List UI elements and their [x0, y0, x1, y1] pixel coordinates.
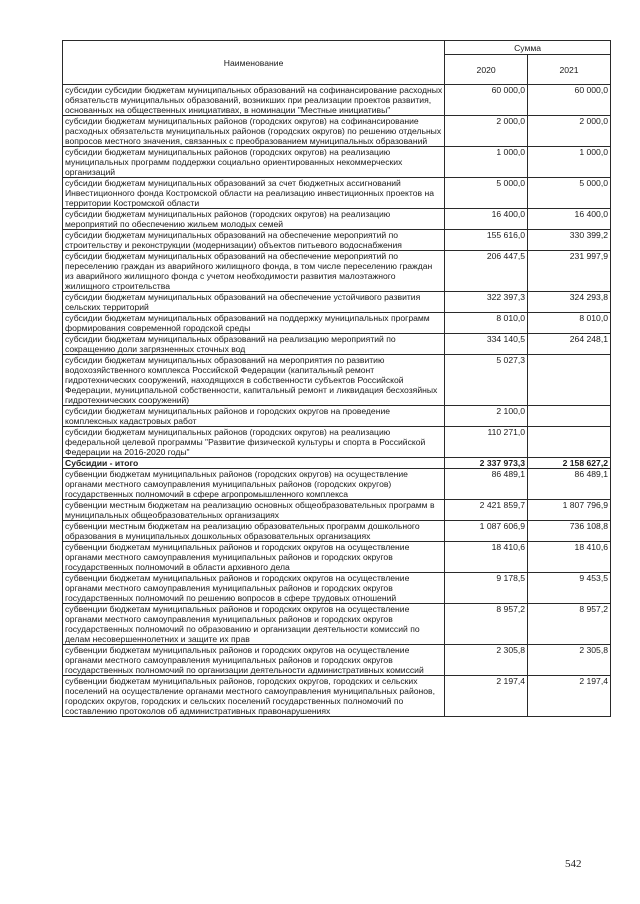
row-value-2021: 8 957,2 — [528, 604, 611, 645]
row-value-2020: 2 337 973,3 — [445, 458, 528, 469]
row-value-2020: 110 271,0 — [445, 427, 528, 458]
header-sum: Сумма — [445, 41, 611, 55]
row-name: субвенции местным бюджетам на реализацию образовательных программ дошкольного образования в муниципальных дошкольных образовательных организациях — [63, 521, 445, 542]
row-value-2020: 2 421 859,7 — [445, 500, 528, 521]
row-name: субвенции бюджетам муниципальных районов и городских округов на осуществление органами местного самоуправления муниципальных районов и городских округов государственных полномочий в области архивного дела — [63, 542, 445, 573]
row-value-2021: 2 000,0 — [528, 116, 611, 147]
row-name: субвенции бюджетам муниципальных районов, городских округов, городских и сельских поселений на осуществление органами местного самоуправления муниципальных районов, городских округов, городских и сельских поселений государственных полномочий по составлению протоколов об административных правонарушениях — [63, 676, 445, 717]
row-value-2021: 5 000,0 — [528, 178, 611, 209]
row-name: субсидии бюджетам муниципальных районов (городских округов) на реализацию мероприятий по обеспечению жильем молодых семей — [63, 209, 445, 230]
row-value-2020: 1 087 606,9 — [445, 521, 528, 542]
table-row — [63, 292, 611, 313]
table-row — [63, 676, 611, 717]
table-row — [63, 573, 611, 604]
row-value-2021 — [528, 355, 611, 406]
row-name: субсидии бюджетам муниципальных районов (городских округов) на реализацию федеральной целевой программы "Развитие физической культуры и спорта в Российской Федерации на 2016-2020 годы" — [63, 427, 445, 458]
row-value-2020: 9 178,5 — [445, 573, 528, 604]
row-value-2020: 155 616,0 — [445, 230, 528, 251]
row-value-2020: 86 489,1 — [445, 469, 528, 500]
table-row — [63, 313, 611, 334]
row-name: субвенции бюджетам муниципальных районов и городских округов на осуществление органами местного самоуправления муниципальных районов и городских округов государственных полномочий по образованию и организации деятельности комиссий по делам несовершеннолетних и защите их прав — [63, 604, 445, 645]
row-name: субсидии бюджетам муниципальных образований на обеспечение устойчивого развития сельских территорий — [63, 292, 445, 313]
row-value-2021: 86 489,1 — [528, 469, 611, 500]
table-row — [63, 147, 611, 178]
row-value-2021 — [528, 406, 611, 427]
row-name: субсидии бюджетам муниципальных образований на поддержку муниципальных программ формирования современной городской среды — [63, 313, 445, 334]
row-value-2020: 2 305,8 — [445, 645, 528, 676]
row-name: субсидии бюджетам муниципальных районов (городских округов) на реализацию муниципальных программ поддержки социально ориентированных некоммерческих организаций — [63, 147, 445, 178]
row-name: субвенции местным бюджетам на реализацию основных общеобразовательных программ в муниципальных общеобразовательных организациях — [63, 500, 445, 521]
header-name: Наименование — [63, 41, 445, 85]
table-row — [63, 521, 611, 542]
row-value-2020: 5 027,3 — [445, 355, 528, 406]
table-row — [63, 645, 611, 676]
row-value-2021: 9 453,5 — [528, 573, 611, 604]
row-value-2021: 264 248,1 — [528, 334, 611, 355]
row-value-2020: 2 100,0 — [445, 406, 528, 427]
row-value-2021: 8 010,0 — [528, 313, 611, 334]
row-value-2020: 8 957,2 — [445, 604, 528, 645]
row-name: субсидии бюджетам муниципальных районов и городских округов на проведение комплексных кадастровых работ — [63, 406, 445, 427]
row-name: субсидии бюджетам муниципальных образований на реализацию мероприятий по сокращению доли загрязненных сточных вод — [63, 334, 445, 355]
row-value-2021: 1 807 796,9 — [528, 500, 611, 521]
row-value-2020: 334 140,5 — [445, 334, 528, 355]
table-row — [63, 469, 611, 500]
table-row — [63, 406, 611, 427]
row-value-2021: 60 000,0 — [528, 85, 611, 116]
table-row — [63, 230, 611, 251]
row-name: субсидии бюджетам муниципальных районов (городских округов) на софинансирование расходных обязательств муниципальных районов (городских округов) по решению отдельных вопросов местного значения, связанных с преобразованием муниципальных образований — [63, 116, 445, 147]
page-number: 542 — [565, 858, 582, 870]
table-row — [63, 427, 611, 458]
row-value-2020: 16 400,0 — [445, 209, 528, 230]
budget-table — [62, 40, 611, 717]
row-value-2021: 2 158 627,2 — [528, 458, 611, 469]
row-name: субвенции бюджетам муниципальных районов (городских округов) на осуществление органами местного самоуправления муниципальных районов (городских округов) государственных полномочий в сфере агропромышленного комплекса — [63, 469, 445, 500]
row-value-2020: 206 447,5 — [445, 251, 528, 292]
row-value-2020: 8 010,0 — [445, 313, 528, 334]
table-row — [63, 458, 611, 469]
row-value-2021: 330 399,2 — [528, 230, 611, 251]
row-name: Субсидии - итого — [63, 458, 445, 469]
table-row — [63, 85, 611, 116]
row-name: субсидии бюджетам муниципальных образований на обеспечение мероприятий по строительству и реконструкции (модернизации) объектов питьевого водоснабжения — [63, 230, 445, 251]
header-year-2021: 2021 — [528, 55, 611, 85]
table-row — [63, 209, 611, 230]
row-value-2021: 231 997,9 — [528, 251, 611, 292]
row-name: субсидии бюджетам муниципальных образований на обеспечение мероприятий по переселению граждан из аварийного жилищного фонда, в том числе переселению граждан из аварийного жилищного фонда с учетом необходимости развития малоэтажного жилищного строительства — [63, 251, 445, 292]
row-value-2020: 2 000,0 — [445, 116, 528, 147]
row-value-2021: 18 410,6 — [528, 542, 611, 573]
row-value-2020: 1 000,0 — [445, 147, 528, 178]
table-row — [63, 355, 611, 406]
row-name: субсидии бюджетам муниципальных образований за счет бюджетных ассигнований Инвестиционного фонда Костромской области на реализацию инвестиционных проектов на территории Костромской области — [63, 178, 445, 209]
row-value-2021: 324 293,8 — [528, 292, 611, 313]
table-row — [63, 542, 611, 573]
row-value-2021: 16 400,0 — [528, 209, 611, 230]
table-row — [63, 500, 611, 521]
row-name: субсидии субсидии бюджетам муниципальных образований на софинансирование расходных обязательств муниципальных образований, возникших при реализации проектов развития, основанных на общественных инициативах, в номинации "Местные инициативы" — [63, 85, 445, 116]
table-row — [63, 178, 611, 209]
header-year-2020: 2020 — [445, 55, 528, 85]
row-value-2020: 322 397,3 — [445, 292, 528, 313]
row-value-2021: 736 108,8 — [528, 521, 611, 542]
row-value-2021: 1 000,0 — [528, 147, 611, 178]
table-row — [63, 604, 611, 645]
row-value-2020: 18 410,6 — [445, 542, 528, 573]
row-value-2020: 2 197,4 — [445, 676, 528, 717]
row-value-2021: 2 305,8 — [528, 645, 611, 676]
row-name: субвенции бюджетам муниципальных районов и городских округов на осуществление органами местного самоуправления муниципальных районов и городских округов государственных полномочий по решению вопросов в сфере трудовых отношений — [63, 573, 445, 604]
row-value-2021: 2 197,4 — [528, 676, 611, 717]
row-name: субсидии бюджетам муниципальных образований на мероприятия по развитию водохозяйственного комплекса Российской Федерации (капитальный ремонт гидротехнических сооружений, находящихся в собственности субъектов Российской Федерации, муниципальной собственности, капитальный ремонт и ликвидация бесхозяйных гидротехнических сооружений) — [63, 355, 445, 406]
table-row — [63, 251, 611, 292]
row-value-2020: 60 000,0 — [445, 85, 528, 116]
table-body — [63, 85, 611, 717]
table-row — [63, 334, 611, 355]
row-value-2021 — [528, 427, 611, 458]
row-value-2020: 5 000,0 — [445, 178, 528, 209]
table-row — [63, 116, 611, 147]
row-name: субвенции бюджетам муниципальных районов и городских округов на осуществление органами местного самоуправления муниципальных районов и городских округов государственных полномочий по организации деятельности административных комиссий — [63, 645, 445, 676]
